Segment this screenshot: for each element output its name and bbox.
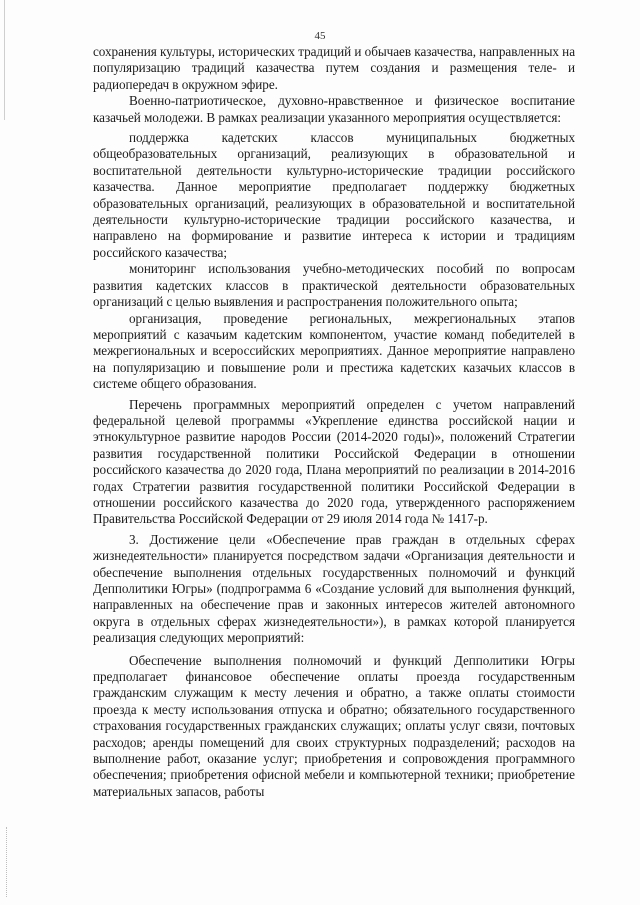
paragraph-military-patriotic: Военно-патриотическое, духовно-нравственное и физическое воспитание казачьей молодежи. В рамках реализации указанного мероприятия осуществляется:	[93, 93, 575, 125]
paragraph-goal-3: 3. Достижение цели «Обеспечение прав граждан в отдельных сферах жизнедеятельности» планируется посредством задачи «Организация деятельности и обеспечение выполнения отдельных государственных полномочий и функций Депполитики Югры» (подпрограмма 6 «Создание условий для выполнения функций, направленных на обеспечение прав и законных интересов жителей автономного округа в отдельных сферах жизнедеятельности»), в рамках которой планируется реализация следующих мероприятий:	[93, 531, 575, 646]
page-number: 45	[314, 30, 326, 42]
paragraph-program-list: Перечень программных мероприятий определен с учетом направлений федеральной целевой программы «Укрепление единства российской нации и этнокультурное развитие народов России (2014-2020 годы)», положений Стратегии развития государственной политики Российской Федерации в отношении российского казачества до 2020 года, Плана мероприятий по реализации в 2014-2016 годах Стратегии развития государственной политики Российской Федерации в отношении российского казачества до 2020 года, утвержденного распоряжением Правительства Российской Федерации от 29 июля 2014 года № 1417-р.	[93, 396, 575, 527]
body-text	[93, 44, 575, 800]
scan-margin-line	[4, 0, 5, 120]
scan-margin-artifact	[6, 827, 15, 897]
paragraph-functions: Обеспечение выполнения полномочий и функций Депполитики Югры предполагает финансовое обеспечение оплаты проезда государственным гражданским служащим к месту лечения и обратно, а также оплаты стоимости проезда к месту использования отпуска и обратно; обязательного государственного страхования государственных гражданских служащих; оплаты услуг связи, почтовых расходов; аренды помещений для своих структурных подразделений; расходов на выполнение работ, оказание услуг; приобретения и сопровождения программного обеспечения; приобретения офисной мебели и компьютерной техники; приобретение материальных запасов, работы	[93, 652, 575, 799]
paragraph-continuation: сохранения культуры, исторических традиций и обычаев казачества, направленных на популяризацию традиций казачества путем создания и размещения теле- и радиопередач в окружном эфире.	[93, 44, 575, 92]
paragraph-events: организация, проведение региональных, межрегиональных этапов мероприятий с казачьим кадетским компонентом, участие команд победителей в межрегиональных и всероссийских мероприятиях. Данное мероприятие направлено на популяризацию и повышение роли и престижа кадетских казачьих классов в системе общего образования.	[93, 310, 575, 392]
paragraph-cadet-support: поддержка кадетских классов муниципальных бюджетных общеобразовательных организаций, реализующих в образовательной и воспитательной деятельности культурно-исторические традиции российского казачества. Данное мероприятие предполагает поддержку бюджетных образовательных организаций, реализующих в образовательной и воспитательной деятельности культурно-исторические традиции российского казачества, и направлено на формирование и развитие интереса к истории и традициям российского казачества;	[93, 130, 575, 260]
paragraph-monitoring: мониторинг использования учебно-методических пособий по вопросам развития кадетских классов в практической деятельности образовательных организаций с целью выявления и распространения положительного опыта;	[93, 261, 575, 310]
